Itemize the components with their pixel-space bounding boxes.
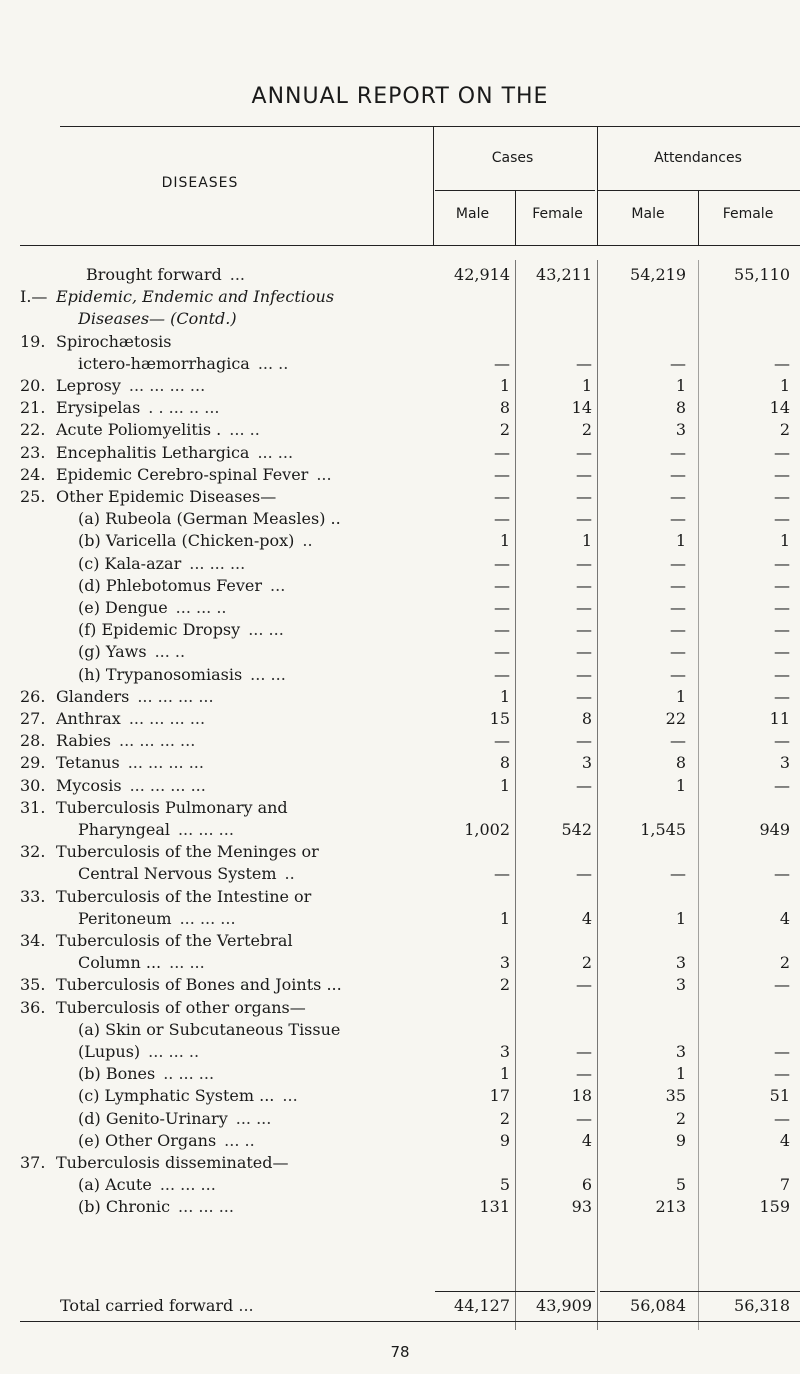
row-number: 37. [20,1153,46,1172]
row-label: ictero-hæmorrhagica [78,353,250,373]
table-row [0,708,800,730]
row-label: (e) Dengue [78,598,168,617]
cases-male-value: 8 [499,398,510,418]
table-row [0,775,800,797]
row-leader-dots: ... ... ... ... [127,753,204,773]
attendances-female-value: — [774,1064,790,1084]
row-leader-dots: ... ... ... [179,908,236,928]
cases-female-value: 1 [581,376,592,395]
row-label: Tuberculosis of the Vertebral [56,931,293,950]
cases-female-value: — [576,487,592,506]
row-label: Epidemic, Endemic and Infectious [56,287,335,307]
cases-female-value: — [576,575,592,595]
attendances-female-value: — [774,575,790,595]
row-number: 26. [20,686,46,706]
attendances-female-value: — [774,487,790,506]
attendances-male-value: 9 [675,1130,686,1150]
attendances-female-header: Female [722,206,774,222]
attendances-male-value: 3 [675,420,686,440]
row-leader-dots: ... .. [229,420,260,440]
table-row [0,331,800,353]
cases-female-header: Female [532,206,583,222]
attendances-female-value: — [774,686,790,706]
table-row [0,974,800,996]
attendances-female-value: — [774,598,790,617]
cases-male-header: Male [455,206,490,222]
row-leader-dots: ... ... .. [148,1042,200,1061]
row-number: 33. [20,886,46,906]
table-row [0,686,800,708]
cases-male-value: 15 [489,709,510,728]
attendances-male-header: Male [631,206,665,222]
row-number: 22. [20,420,46,440]
cases-female-value: 1 [581,531,592,551]
cases-male-value: 1 [499,376,510,395]
attendances-male-value: 3 [675,953,686,973]
attendances-female-value: 2 [779,953,790,973]
row-number: 32. [20,842,46,862]
row-label: (c) Lymphatic System ... [78,1086,275,1106]
attendances-header: Attendances [654,150,742,166]
cases-male-value: 2 [499,975,510,995]
attendances-male-value: — [670,464,686,484]
attendances-female-value: 11 [769,709,790,728]
row-label: Mycosis [56,775,122,795]
row-label: Erysipelas [56,398,141,418]
total-row [0,1295,800,1317]
row-leader-dots: ... ... [257,442,294,462]
attendances-female-value: — [774,620,790,640]
row-label: Anthrax [56,709,121,728]
attendances-male-value: 1 [675,686,686,706]
cases-male-value: — [494,442,510,462]
attendances-female-value: 4 [779,1130,790,1150]
cases-male-value: — [494,731,510,751]
table-row [0,1152,800,1174]
attendances-female-value: — [774,975,790,995]
cases-male-value: — [494,509,510,529]
cases-male-value: 17 [489,1086,510,1106]
row-number: 30. [20,775,46,795]
cases-female-value: 2 [581,420,592,440]
page-number: 78 [390,1343,410,1361]
cases-female-value: — [576,353,592,373]
cases-male-value: — [494,464,510,484]
cases-female-value: — [576,642,592,662]
cases-male-value: 1 [499,686,510,706]
row-leader-dots: .. ... ... [163,1064,215,1084]
row-label: Brought forward [86,265,222,284]
cases-header: Cases [491,150,534,166]
cases-male-value: 3 [499,953,510,973]
table-row [0,1041,800,1063]
row-leader-dots: ... [316,464,332,484]
total-attendances-female: 56,318 [734,1296,790,1315]
row-number: 24. [20,464,46,484]
row-label: Tuberculosis Pulmonary and [56,797,288,817]
attendances-male-value: — [670,353,686,373]
attendances-male-value: 22 [665,709,686,728]
attendances-female-value: 949 [759,820,790,839]
table-row [0,464,800,486]
row-leader-dots: ... .. [224,1130,255,1150]
cases-male-value: — [494,664,510,684]
cases-male-value: 3 [499,1042,510,1061]
cases-female-value: — [576,553,592,573]
attendances-female-value: — [774,464,790,484]
table-row [0,1174,800,1196]
cases-female-value: — [576,598,592,617]
cases-female-value: — [576,620,592,640]
row-label: Tuberculosis of other organs— [56,997,306,1017]
cases-female-value: — [576,1042,592,1061]
row-label: Glanders [56,686,130,706]
row-label: (a) Skin or Subcutaneous Tissue [78,1019,341,1039]
table-row [0,863,800,885]
cases-female-value: — [576,442,592,462]
attendances-male-value: 8 [675,398,686,418]
table-row [0,375,800,397]
row-number: 31. [20,797,46,817]
row-number: 34. [20,931,46,950]
attendances-female-value: 14 [769,398,790,418]
cases-female-value: — [576,975,592,995]
cases-female-value: — [576,1064,592,1084]
row-label: (g) Yaws [78,642,147,662]
row-label: Encephalitis Lethargica [56,442,250,462]
table-row [0,553,800,575]
attendances-male-value: 213 [655,1197,686,1217]
attendances-female-value: 1 [779,531,790,551]
table-row [0,730,800,752]
table-row [0,664,800,686]
attendances-male-value: 3 [675,975,686,995]
row-label: (a) Acute [78,1175,152,1195]
cases-female-value: — [576,664,592,684]
cases-female-value: 542 [561,820,592,839]
row-number: 27. [20,709,46,728]
attendances-male-value: — [670,620,686,640]
attendances-female-value: — [774,509,790,529]
row-leader-dots: ... ... [248,620,284,640]
table-row [0,908,800,930]
total-cases-female: 43,909 [536,1296,592,1315]
cases-female-value: 18 [571,1086,592,1106]
cases-male-value: 131 [479,1197,510,1217]
row-label: Spirochætosis [56,331,172,351]
attendances-female-value: — [774,1042,790,1061]
row-label: Epidemic Cerebro-spinal Fever [56,464,309,484]
attendances-male-value: — [670,487,686,506]
table-row [0,1108,800,1130]
diseases-header: DISEASES [161,175,239,191]
table-row [0,597,800,619]
attendances-male-value: — [670,509,686,529]
cases-male-value: 1 [499,908,510,928]
cases-male-value: — [494,553,510,573]
attendances-female-value: 51 [769,1086,790,1106]
table-row [0,752,800,774]
row-leader-dots: ... ... ... ... [137,686,214,706]
table-row [0,286,800,308]
cases-male-value: 42,914 [454,265,510,284]
row-leader-dots: ... ... .. [175,598,227,617]
attendances-male-value: 1,545 [640,820,686,839]
row-label: Rabies [56,731,111,751]
attendances-female-value: — [774,864,790,884]
row-label: Pharyngeal [78,820,170,839]
cases-female-value: 6 [581,1175,592,1195]
total-dots: ... [238,1296,254,1315]
attendances-female-value: — [774,775,790,795]
row-leader-dots: . . ... .. ... [148,398,220,418]
attendances-female-value: — [774,642,790,662]
row-leader-dots: ... [270,575,286,595]
row-label: Column ... [78,953,162,973]
table-row [0,1085,800,1107]
attendances-female-value: — [774,553,790,573]
row-leader-dots: ... ... ... ... [129,775,206,795]
attendances-male-value: 8 [675,753,686,773]
cases-female-value: — [576,1108,592,1128]
row-number: 23. [20,442,46,462]
row-leader-dots: .. [302,531,313,551]
cases-male-value: — [494,575,510,595]
row-number: 28. [20,731,46,751]
attendances-male-value: 1 [675,908,686,928]
attendances-male-value: 5 [675,1175,686,1195]
cases-female-value: — [576,509,592,529]
row-label: Tetanus [56,753,120,773]
cases-male-value: 2 [499,420,510,440]
row-label: (b) Bones [78,1064,156,1084]
table-row [0,486,800,508]
cases-female-value: — [576,464,592,484]
row-leader-dots: ... ... [169,953,205,973]
row-label: Tuberculosis of the Meninges or [56,842,319,862]
cases-female-value: 3 [581,753,592,773]
total-label: Total carried forward [60,1296,234,1315]
row-leader-dots: ... ... ... ... [128,709,206,728]
row-label: (e) Other Organs [78,1130,217,1150]
attendances-male-value: 1 [675,775,686,795]
attendances-male-value: — [670,553,686,573]
row-label: Acute Poliomyelitis . [56,420,222,440]
row-number: 29. [20,753,46,773]
row-leader-dots: ... ... ... [178,1197,234,1217]
attendances-female-value: — [774,442,790,462]
row-label: (Lupus) [78,1042,141,1061]
row-label: (h) Trypanosomiasis [78,664,243,684]
row-leader-dots: ... ... ... [177,820,234,839]
cases-male-value: — [494,598,510,617]
row-label: Tuberculosis of Bones and Joints ... [56,975,342,995]
attendances-male-value: — [670,442,686,462]
attendances-male-value: 2 [675,1108,686,1128]
attendances-female-value: 1 [779,376,790,395]
table-row [0,952,800,974]
cases-male-value: — [494,642,510,662]
attendances-male-value: 54,219 [630,265,686,284]
attendances-male-value: — [670,642,686,662]
row-label: Tuberculosis of the Intestine or [56,886,312,906]
table-row [0,1196,800,1218]
table-row [0,886,800,908]
attendances-female-value: 4 [779,908,790,928]
row-label: Peritoneum [78,908,172,928]
row-leader-dots: ... ... [250,664,286,684]
page-title: ANNUAL REPORT ON THE [251,84,549,109]
attendances-female-value: 159 [759,1197,790,1217]
row-label: Tuberculosis disseminated— [56,1153,289,1172]
cases-female-value: 4 [581,908,592,928]
table-row [0,397,800,419]
row-leader-dots: ... ... [235,1108,272,1128]
table-row [0,841,800,863]
table-row [0,819,800,841]
cases-female-value: 4 [581,1130,592,1150]
total-attendances-male: 56,084 [630,1296,686,1315]
attendances-male-value: 1 [675,1064,686,1084]
row-label: (a) Rubeola (German Measles) .. [78,509,341,529]
cases-male-value: 1 [499,1064,510,1084]
attendances-male-value: 1 [675,531,686,551]
table-row [0,530,800,552]
table-row [0,1130,800,1152]
cases-female-value: 93 [571,1197,592,1217]
table-row [0,264,800,286]
attendances-male-value: 3 [675,1042,686,1061]
table-row [0,353,800,375]
attendances-female-value: — [774,353,790,373]
attendances-female-value: — [774,664,790,684]
row-number: 19. [20,331,46,351]
table-row [0,575,800,597]
row-label: (d) Genito-Urinary [78,1108,228,1128]
row-leader-dots: .. [284,864,295,884]
row-leader-dots: ... ... ... [159,1175,216,1195]
table-row [0,641,800,663]
table-row [0,619,800,641]
row-leader-dots: ... .. [257,353,289,373]
attendances-male-value: — [670,664,686,684]
cases-male-value: 1 [499,531,510,551]
cases-male-value: 2 [499,1108,510,1128]
table-row [0,308,800,330]
row-label: Diseases— (Contd.) [78,309,237,329]
row-label: (c) Kala-azar [78,553,182,573]
cases-male-value: — [494,487,510,506]
attendances-female-value: 3 [779,753,790,773]
cases-male-value: 8 [499,753,510,773]
row-label: Other Epidemic Diseases— [56,487,277,506]
row-label: (b) Chronic [78,1197,171,1217]
attendances-male-value: — [670,731,686,751]
table-row [0,508,800,530]
row-number: 20. [20,376,46,395]
row-number: 25. [20,487,46,506]
cases-female-value: — [576,775,592,795]
attendances-female-value: 55,110 [734,265,790,284]
cases-male-value: — [494,353,510,373]
table-row [0,997,800,1019]
row-leader-dots: ... .. [154,642,186,662]
row-number: 36. [20,997,46,1017]
row-label: (b) Varicella (Chicken-pox) [78,531,295,551]
row-number: 35. [20,975,46,995]
row-label: Central Nervous System [78,864,277,884]
attendances-male-value: — [670,598,686,617]
cases-male-value: 1 [499,775,510,795]
attendances-male-value: — [670,575,686,595]
table-row [0,442,800,464]
table-row [0,419,800,441]
row-leader-dots: ... ... ... [189,553,246,573]
cases-female-value: 8 [581,709,592,728]
row-leader-dots: ... ... ... ... [119,731,196,751]
row-label: Leprosy [56,376,121,395]
row-number: I.— [20,287,48,307]
table-row [0,930,800,952]
attendances-female-value: 2 [779,420,790,440]
cases-male-value: 1,002 [464,820,510,839]
attendances-male-value: 1 [675,376,686,395]
row-number: 21. [20,398,46,418]
table-row [0,1019,800,1041]
cases-male-value: 5 [499,1175,510,1195]
attendances-female-value: — [774,1108,790,1128]
attendances-female-value: 7 [779,1175,790,1195]
row-leader-dots: ... ... ... ... [128,376,206,395]
row-leader-dots: ... [282,1086,298,1106]
cases-female-value: 14 [571,398,592,418]
row-leader-dots: ... [229,265,245,284]
cases-female-value: — [576,864,592,884]
cases-female-value: 2 [581,953,592,973]
total-cases-male: 44,127 [454,1296,510,1315]
cases-female-value: — [576,731,592,751]
attendances-female-value: — [774,731,790,751]
cases-female-value: — [576,686,592,706]
cases-male-value: — [494,864,510,884]
cases-male-value: — [494,620,510,640]
table-row [0,1063,800,1085]
table-row [0,797,800,819]
cases-male-value: 9 [499,1130,510,1150]
attendances-male-value: 35 [665,1086,686,1106]
row-label: (f) Epidemic Dropsy [78,620,241,640]
row-label: (d) Phlebotomus Fever [78,575,263,595]
cases-female-value: 43,211 [536,265,592,284]
attendances-male-value: — [670,864,686,884]
